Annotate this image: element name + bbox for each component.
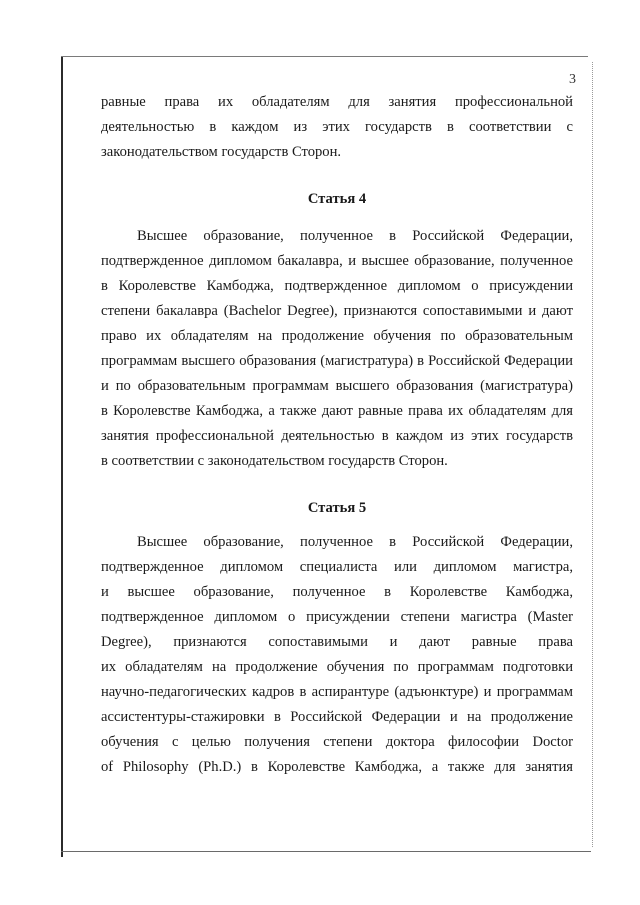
article-4-line: право их обладателям на продолжение обучения по образовательным	[101, 328, 573, 344]
page-frame-top	[61, 56, 588, 57]
intro-line: равные права их обладателям для занятия профессиональной	[101, 94, 573, 110]
article-5-line: Degree), признаются сопоставимыми и дают равные права	[101, 634, 573, 650]
article-4-line: занятия профессиональной деятельностью в каждом из этих государств	[101, 428, 573, 444]
article-4-heading: Статья 4	[307, 191, 367, 207]
page-frame-left	[61, 57, 63, 857]
article-5-heading: Статья 5	[307, 500, 367, 516]
article-5-line: of Philosophy (Ph.D.) в Королевстве Камбоджа, а также для занятия	[101, 759, 573, 775]
article-5-line: подтвержденное дипломом специалиста или дипломом магистра,	[101, 559, 573, 575]
article-5-line: подтвержденное дипломом о присуждении степени магистра (Master	[101, 609, 573, 625]
page-frame-right	[592, 62, 593, 847]
page-number: 3	[569, 72, 576, 87]
article-5-line: и высшее образование, полученное в Королевстве Камбоджа,	[101, 584, 573, 600]
article-4-line: подтвержденное дипломом бакалавра, и высшее образование, полученное	[101, 253, 573, 269]
article-4-line: и по образовательным программам высшего образования (магистратура)	[101, 378, 573, 394]
article-4-line: степени бакалавра (Bachelor Degree), признаются сопоставимыми и дают	[101, 303, 573, 319]
article-4-line: Высшее образование, полученное в Российской Федерации,	[137, 228, 573, 244]
article-5-line: Высшее образование, полученное в Российской Федерации,	[137, 534, 573, 550]
article-4-line: в Королевстве Камбоджа, подтвержденное дипломом о присуждении	[101, 278, 573, 294]
article-5-line: ассистентуры-стажировки в Российской Федерации и на продолжение	[101, 709, 573, 725]
article-5-line: их обладателям на продолжение обучения по программам подготовки	[101, 659, 573, 675]
article-4-line: в Королевстве Камбоджа, а также дают равные права их обладателям для	[101, 403, 573, 419]
article-5-line: обучения с целью получения степени доктора философии Doctor	[101, 734, 573, 750]
article-4-line: в соответствии с законодательством государств Сторон.	[101, 453, 448, 469]
page-frame-bottom	[61, 851, 591, 852]
article-5-line: научно-педагогических кадров в аспирантуре (адъюнктуре) и программам	[101, 684, 573, 700]
intro-line: законодательством государств Сторон.	[101, 144, 342, 160]
article-4-line: программам высшего образования (магистратура) в Российской Федерации	[101, 353, 573, 369]
intro-line: деятельностью в каждом из этих государств в соответствии с	[101, 119, 573, 135]
